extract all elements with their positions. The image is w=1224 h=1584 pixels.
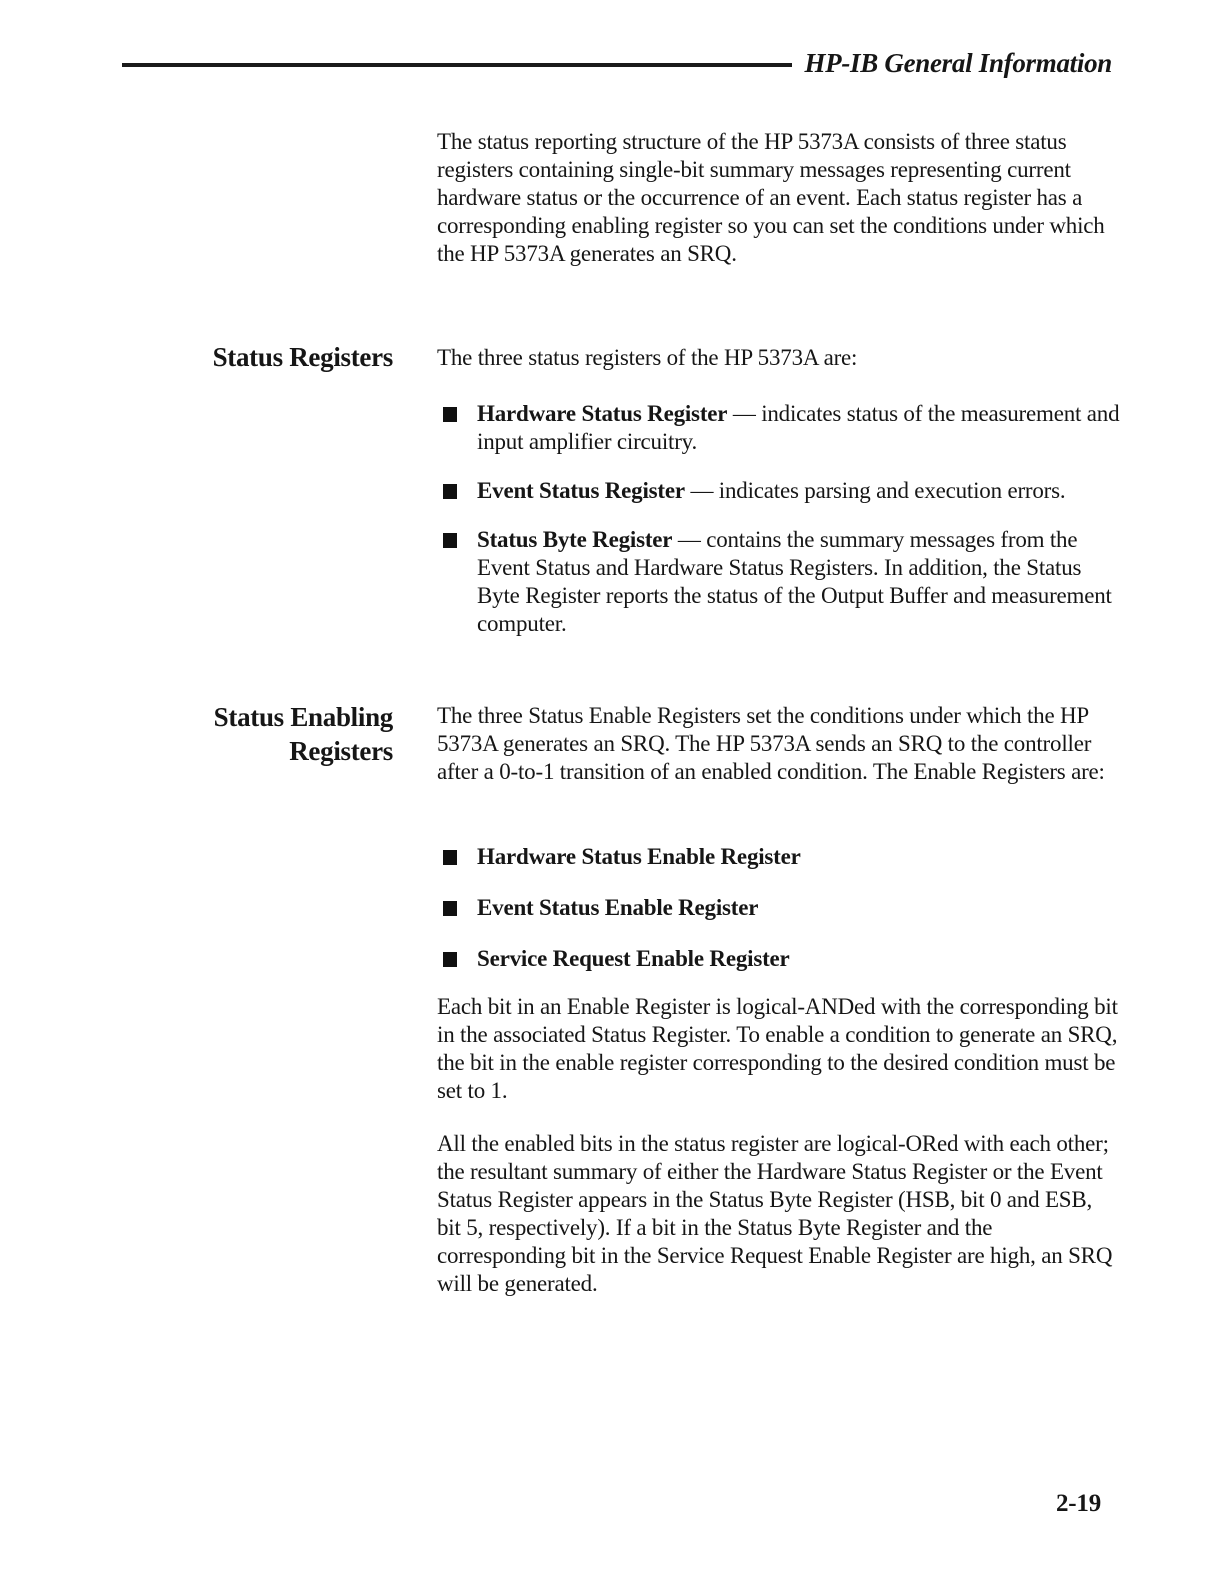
- header-rule: [122, 63, 792, 67]
- bullet-square-icon: [443, 952, 457, 967]
- list-item-text: [477, 843, 801, 871]
- running-header: [122, 46, 1112, 80]
- bullet-square-icon: [443, 484, 457, 499]
- intro-paragraph: The status reporting structure of the HP 5373A consists of three status registers containing single-bit summary messages representing current hardware status or the occurrence of an event. Each status register has a corresponding enabling register so you can set the conditions under which the HP 5373A generates an SRQ.: [437, 129, 1105, 266]
- list-item-text: [477, 945, 790, 973]
- section1-intro-text: The three status registers of the HP 5373A are:: [437, 345, 858, 370]
- heading-line: Status Enabling: [213, 702, 393, 732]
- list-item: [443, 843, 1121, 871]
- bullet-square-icon: [443, 901, 457, 916]
- section2-intro-text: The three Status Enable Registers set the conditions under which the HP 5373A generates an SRQ. The HP 5373A sends an SRQ to the controller after a 0-to-1 transition of an enabled condition. The Enable Registers are:: [437, 703, 1105, 784]
- bullet-square-icon: [443, 407, 457, 422]
- enable-registers-list: [443, 843, 1121, 996]
- bullet-term: Service Request Enable Register: [477, 946, 790, 971]
- section-heading-status-enabling-registers: [140, 700, 393, 768]
- bullet-term: Event Status Register: [477, 478, 685, 503]
- status-registers-list: [443, 400, 1121, 659]
- bullet-square-icon: [443, 850, 457, 865]
- bullet-term: Hardware Status Enable Register: [477, 844, 801, 869]
- list-item: [443, 526, 1121, 638]
- page-number: 2-19: [1056, 1490, 1102, 1517]
- list-item-text: [477, 400, 1121, 456]
- header-title: HP-IB General Information: [804, 48, 1112, 78]
- list-item-text: [477, 477, 1065, 505]
- section-heading-status-registers: [140, 340, 393, 374]
- list-item: [443, 400, 1121, 456]
- heading-line: Status Registers: [212, 342, 393, 372]
- bullet-description: — contains the summary messages from the Event Status and Hardware Status Registers. In addition, the Status Byte Register reports the status of the Output Buffer and measurement computer.: [477, 527, 1112, 636]
- paragraph-logical-ored: All the enabled bits in the status register are logical-ORed with each other; the resultant summary of either the Hardware Status Register or the Event Status Register appears in the Status Byte Register (HSB, bit 0 and ESB, bit 5, respectively). If a bit in the Status Byte Register and the corresponding bit in the Service Request Enable Register are high, an SRQ will be generated.: [437, 1131, 1113, 1296]
- bullet-term: Event Status Enable Register: [477, 895, 759, 920]
- bullet-description: — indicates parsing and execution errors.: [684, 478, 1066, 503]
- paragraph-logical-anded: Each bit in an Enable Register is logical-ANDed with the corresponding bit in the associated Status Register. To enable a condition to generate an SRQ, the bit in the enable register corresponding to the desired condition must be set to 1.: [437, 994, 1118, 1103]
- list-item-text: [477, 894, 758, 922]
- bullet-term: Status Byte Register: [477, 527, 673, 552]
- heading-line: Registers: [289, 736, 393, 766]
- bullet-description: — indicates status of the measurement and input amplifier circuitry.: [477, 401, 1120, 454]
- list-item: [443, 477, 1121, 505]
- list-item: [443, 945, 1121, 973]
- bullet-square-icon: [443, 533, 457, 548]
- bullet-term: Hardware Status Register: [477, 401, 728, 426]
- list-item: [443, 894, 1121, 922]
- list-item-text: [477, 526, 1121, 638]
